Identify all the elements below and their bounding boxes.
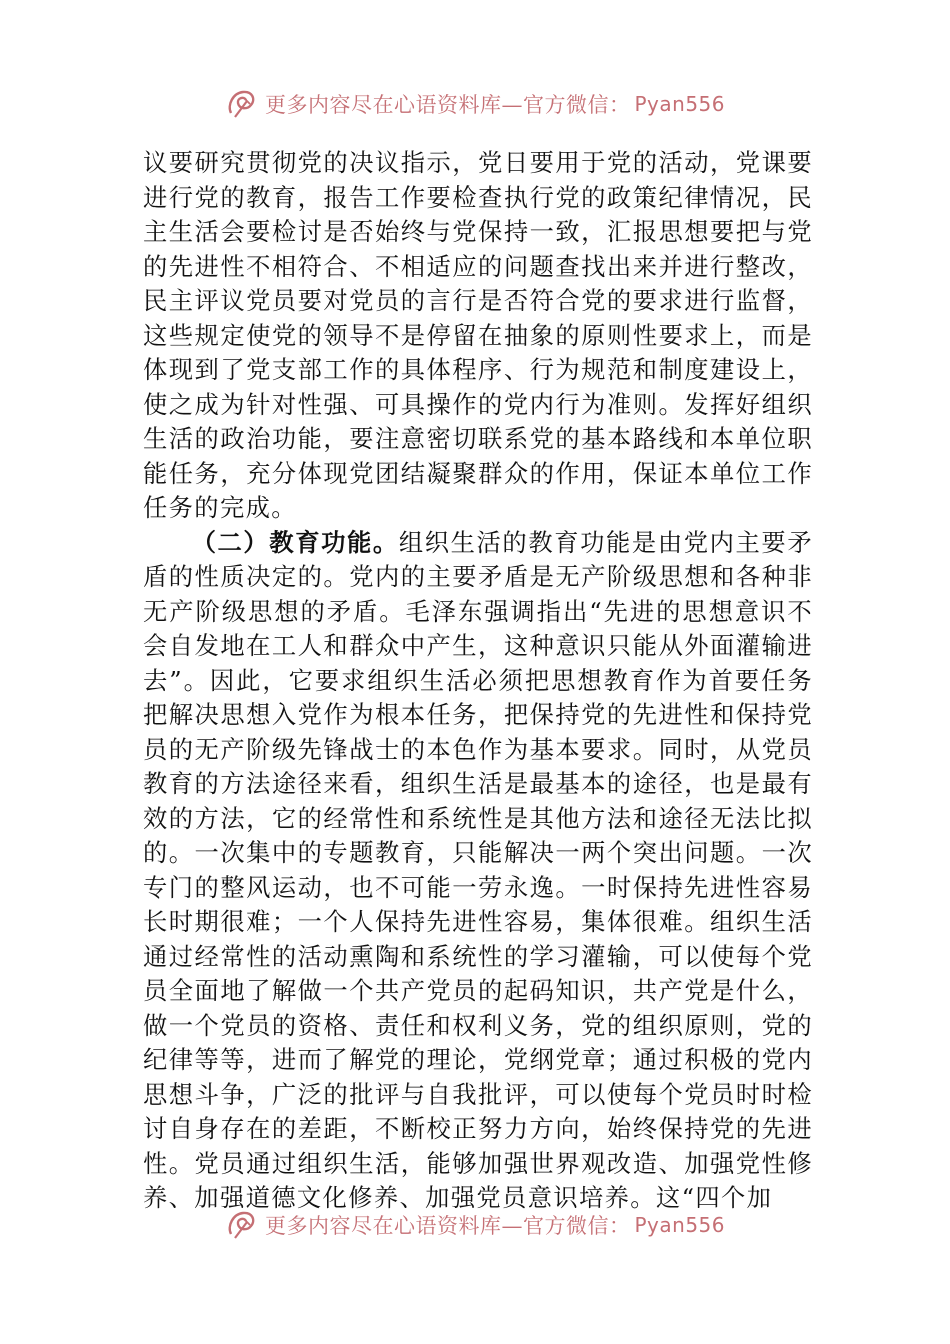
header-watermark [0, 84, 950, 124]
watermark-wechat-id: Pyan556 [634, 92, 725, 116]
footer-watermark [0, 1205, 950, 1245]
watermark-text: 更多内容尽在心语资料库—官方微信： [264, 1214, 631, 1238]
paragraph-1 [143, 146, 813, 526]
watermark-text: 更多内容尽在心语资料库—官方微信： [264, 93, 631, 117]
section-heading-education: （二）教育功能。 [191, 527, 399, 557]
stylized-pen-logo-icon [225, 1208, 259, 1242]
paragraph-2 [143, 526, 813, 1216]
document-body [143, 146, 813, 1216]
watermark-wechat-id: Pyan556 [634, 1213, 725, 1237]
paragraph-2-text: 组织生活的教育功能是由党内主要矛盾的性质决定的。党内的主要矛盾是无产阶级思想和各种非无产阶级思想的矛盾。毛泽东强调指出“先进的思想意识不会自发地在工人和群众中产生，这种意识只能从外面灌输进去”。因此，它要求组织生活必须把思想教育作为首要任务把解决思想入党作为根本任务，把保持党的先进性和保持党员的无产阶级先锋战士的本色作为基本要求。同时，从党员教育的方法途径来看，组织生活是最基本的途径，也是最有效的方法，它的经常性和系统性是其他方法和途径无法比拟的。一次集中的专题教育，只能解决一两个突出问题。一次专门的整风运动，也不可能一劳永逸。一时保持先进性容易长时期很难；一个人保持先进性容易，集体很难。组织生活通过经常性的活动熏陶和系统性的学习灌输，可以使每个党员全面地了解做一个共产党员的起码知识，共产党是什么，做一个党员的资格、责任和权利义务，党的组织原则，党的纪律等等，进而了解党的理论，党纲党章；通过积极的党内思想斗争，广泛的批评与自我批评，可以使每个党员时时检讨自身存在的差距，不断校正努力方向，始终保持党的先进性。党员通过组织生活，能够加强世界观改造、加强党性修养、加强道德文化修养、加强党员意识培养。这“四个加 [143, 527, 813, 1212]
paragraph-1-text: 议要研究贯彻党的决议指示，党日要用于党的活动，党课要进行党的教育，报告工作要检查执行党的政策纪律情况，民主生活会要检讨是否始终与党保持一致，汇报思想要把与党的先进性不相符合、不相适应的问题查找出来并进行整改，民主评议党员要对党员的言行是否符合党的要求进行监督，这些规定使党的领导不是停留在抽象的原则性要求上，而是体现到了党支部工作的具体程序、行为规范和制度建设上，使之成为针对性强、可具操作的党内行为准则。发挥好组织生活的政治功能，要注意密切联系党的基本路线和本单位职能任务，充分体现党团结凝聚群众的作用，保证本单位工作任务的完成。 [143, 148, 813, 522]
stylized-pen-logo-icon [225, 87, 259, 121]
